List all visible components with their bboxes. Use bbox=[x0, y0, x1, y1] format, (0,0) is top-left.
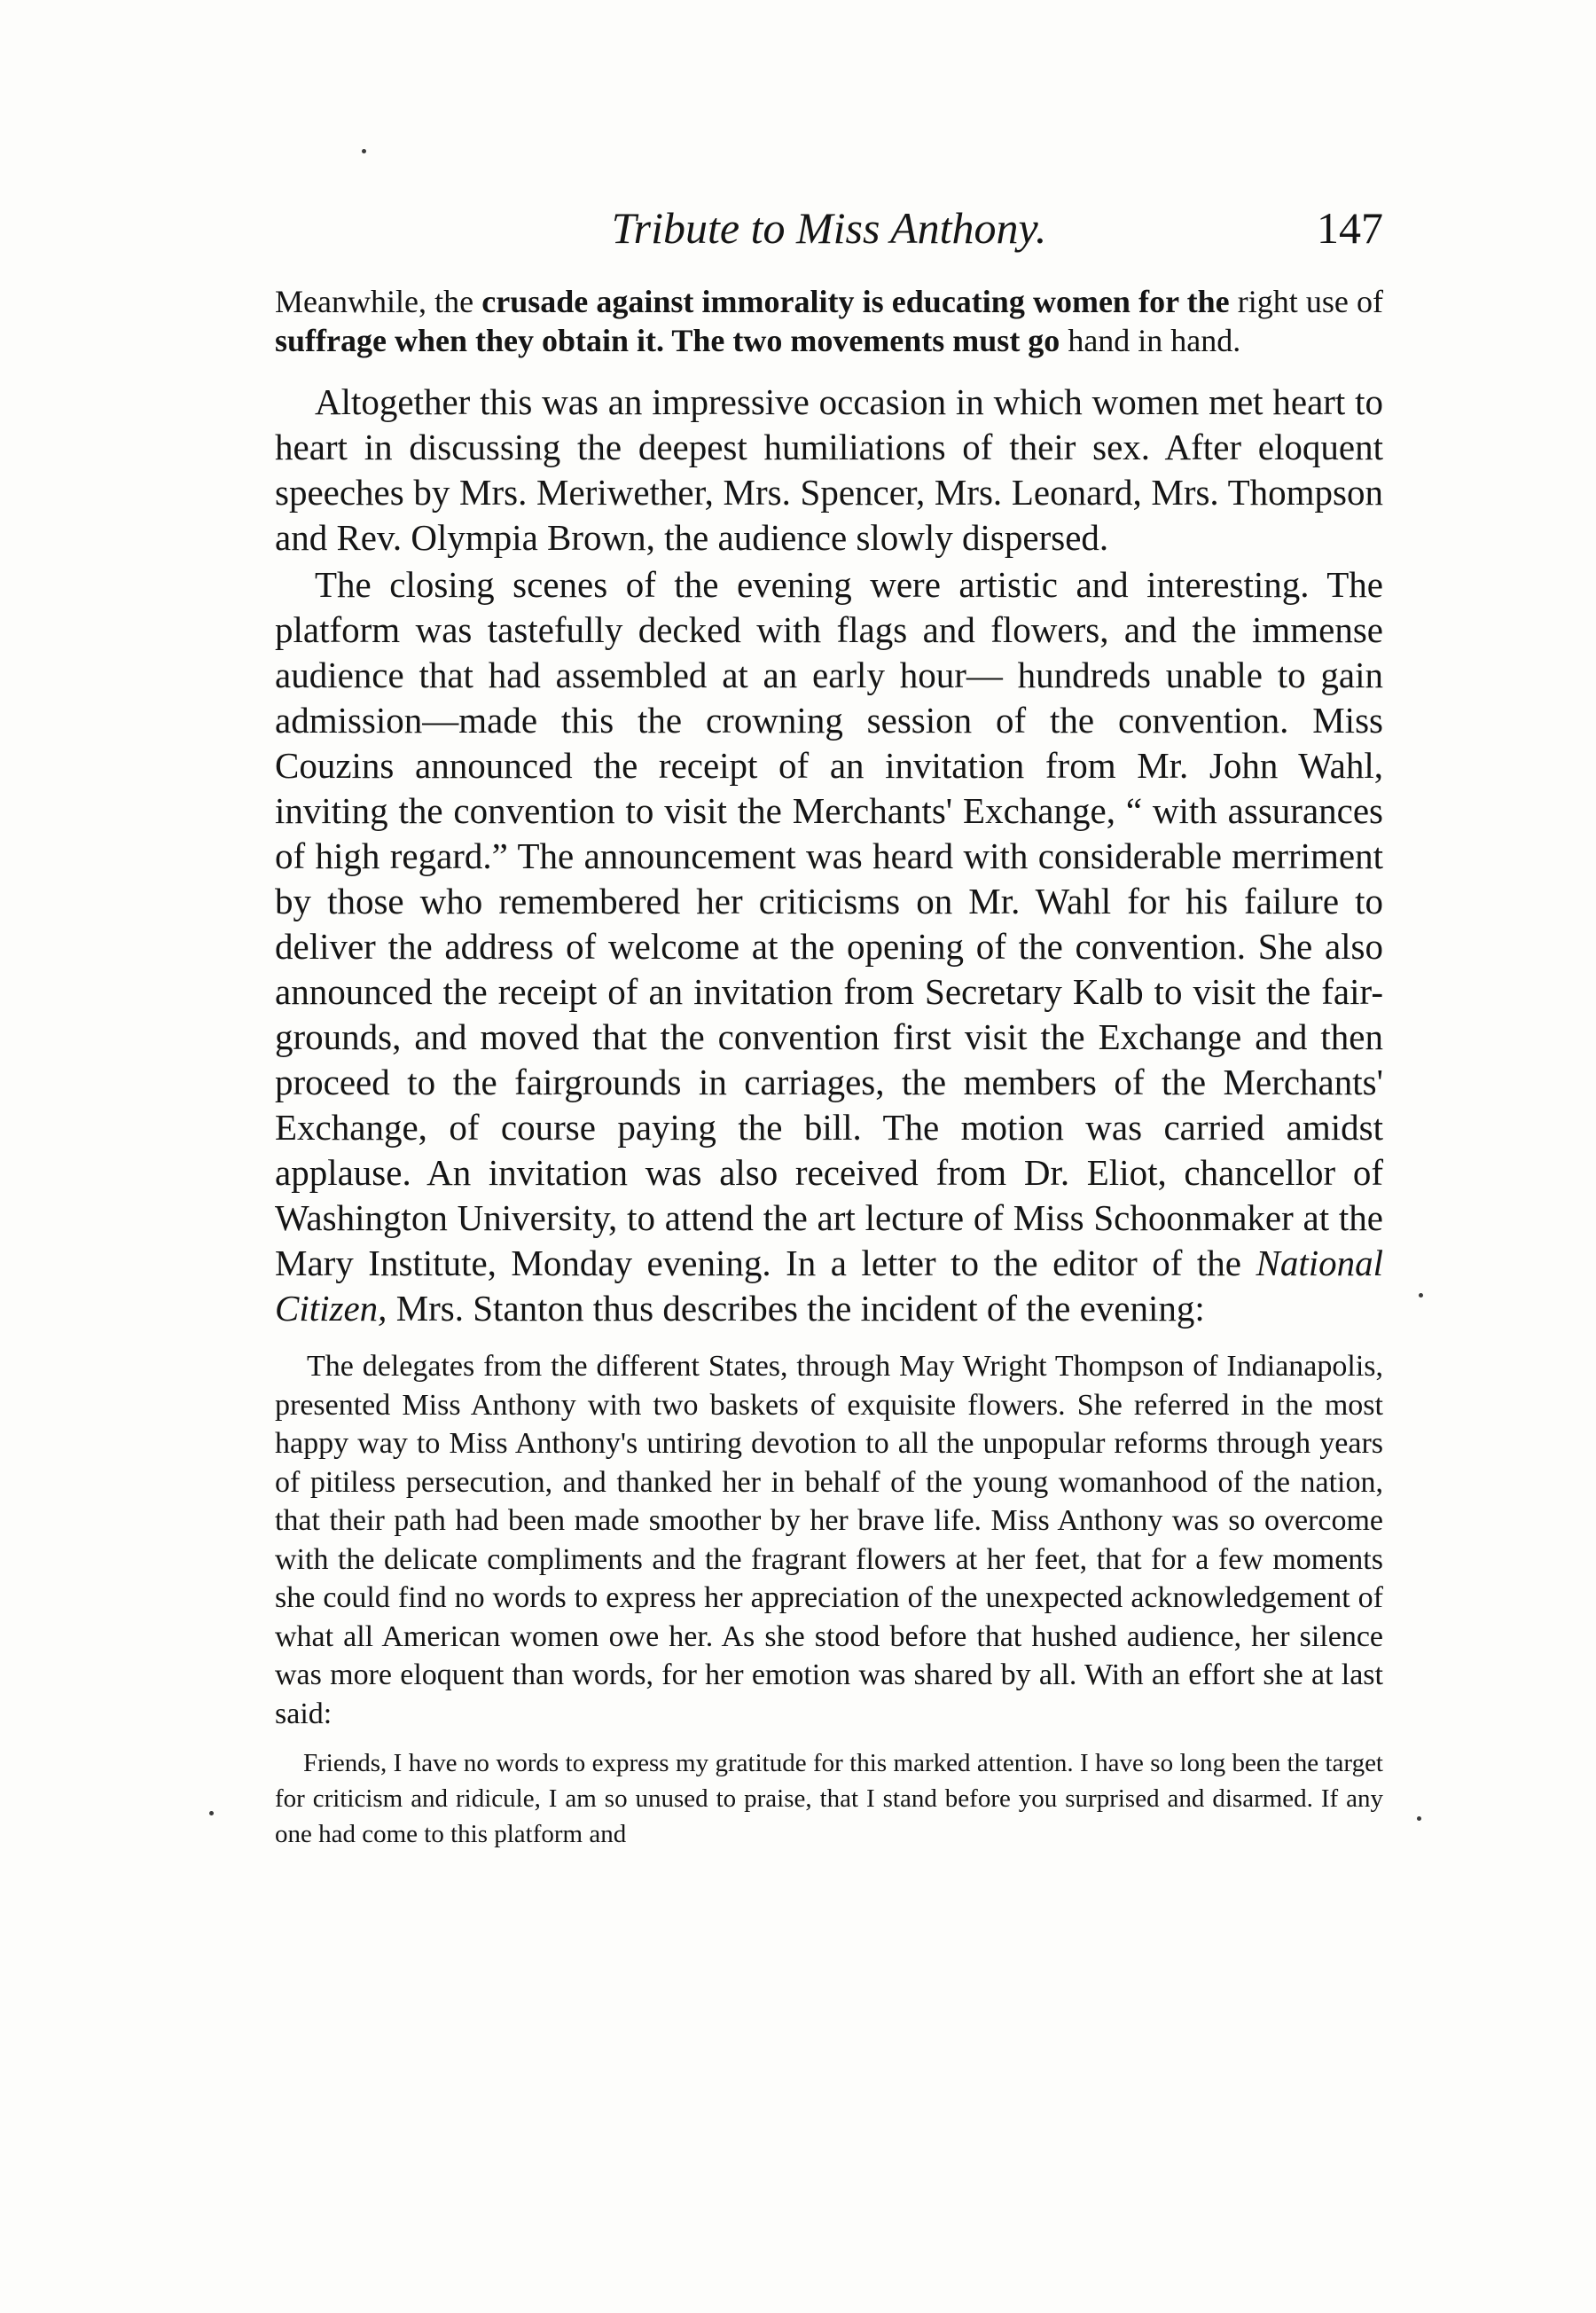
print-speck bbox=[362, 149, 366, 153]
running-title: Tribute to Miss Anthony. bbox=[611, 203, 1047, 253]
intro-paragraph bbox=[275, 282, 1383, 360]
publication-title: National Citizen, bbox=[275, 1243, 1383, 1329]
block-quote-stanton-letter: The delegates from the different States, through May Wright Thompson of Indianapolis, presented Miss Anthony with two baskets of exquisite flowers. She referred in the most happy way to Miss Anthony's untiring devotion to all the unpopular reforms through years of pitiless persecution, and thanked her in behalf of the young womanhood of the nation, that their path had been made smoother by her brave life. Miss Anthony was so overcome with the delicate compliments and the fragrant flowers at her feet, that for a few moments she could find no words to express her appreciation of the unexpected acknowledgement of what all American women owe her. As she stood before that hushed audience, her silence was more eloquent than words, for her emotion was shared by all. With an effort she at last said: bbox=[275, 1350, 1383, 1730]
print-speck bbox=[1417, 1816, 1421, 1821]
print-speck bbox=[1419, 1293, 1423, 1298]
page-number: 147 bbox=[1317, 203, 1383, 253]
paragraph-impressive-occasion: Altogether this was an impressive occasion in which women met heart to heart in discussing the deepest humiliations of their sex. After eloquent speeches by Mrs. Meriwether, Mrs. Spencer, Mrs. Leonard, Mrs. Thompson and Rev. Olympia Brown, the audience slowly dispersed. bbox=[275, 381, 1383, 558]
intro-bold-text: suffrage when they obtain it. The two movements must go bbox=[275, 323, 1060, 358]
block-quote-anthony-speech: Friends, I have no words to express my gratitude for this marked attention. I have so long been the target for criticism and ridicule, I am so unused to praise, that I stand before you surprised and disarmed. If any one had come to this platform and bbox=[275, 1749, 1383, 1848]
intro-text: Meanwhile, the bbox=[275, 284, 482, 319]
paragraph-text: The closing scenes of the evening were artistic and interesting. The platform was tastefully decked with flags and flowers, and the immense audience that had assembled at an early hour— hundreds unable to gain admission—made this the crowning session of the convention. Miss Couzins announced the receipt of an invitation from Mr. John Wahl, inviting the convention to visit the Merchants' Exchange, “ with assurances of high regard.” The announcement was heard with considerable merriment by those who remembered her criticisms on Mr. Wahl for his failure to deliver the address of welcome at the opening of the convention. She also announced the receipt of an invitation from Secretary Kalb to visit the fair-grounds, and moved that the convention first visit the Exchange and then proceed to the fairgrounds in carriages, the members of the Merchants' Exchange, of course paying the bill. The motion was carried amidst applause. An invitation was also received from Dr. Eliot, chancellor of Washington University, to attend the art lecture of Miss Schoonmaker at the Mary Institute, Monday evening. In a letter to the editor of the bbox=[275, 564, 1383, 1283]
intro-text: hand in hand. bbox=[1060, 323, 1241, 358]
paragraph-text: Mrs. Stanton thus describes the incident of the evening: bbox=[387, 1288, 1205, 1329]
page-header bbox=[275, 197, 1383, 259]
intro-text: right use of bbox=[1229, 284, 1384, 319]
print-speck bbox=[209, 1811, 214, 1815]
text-column bbox=[275, 282, 1383, 1852]
paragraph-closing-scenes bbox=[275, 562, 1383, 1331]
intro-bold-text: crusade against immorality is educating women for the bbox=[481, 284, 1230, 319]
